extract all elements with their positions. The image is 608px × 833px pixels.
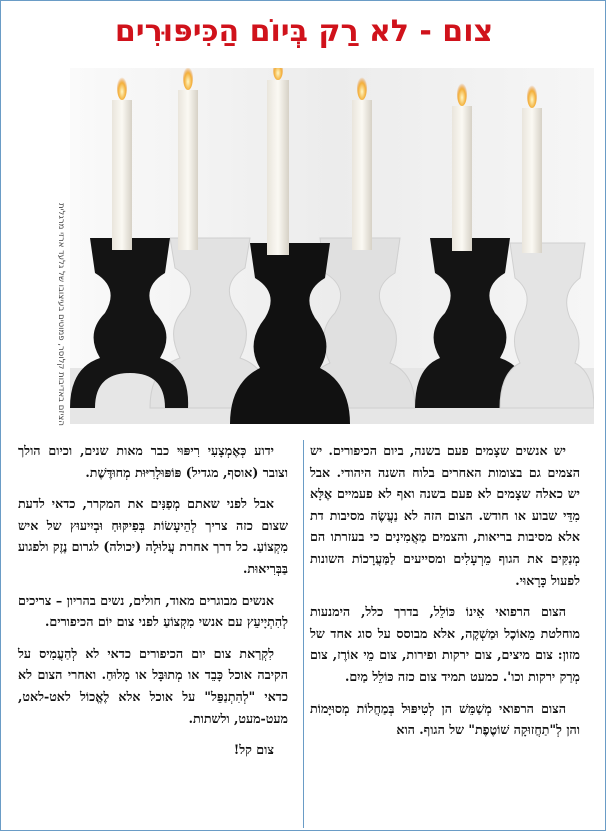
paragraph: לִקְרַאת צום יום הכיפורים כדאי לא לְהַעֲמִיס על הקיבה אוכל כָּבֵד או מְתוּבָּל או מָלוּחַ. ואחרי הצום לא כדאי "לְהִתְנַפֵּל" על אוכל אלא לֶאֱכוֹל לאט-לאט, מעט-מעט, ולשתות. (18, 645, 288, 726)
article-column-right (310, 440, 580, 751)
paragraph: הצום הרפואי אֵינוֹ כּוֹלֵל, בדרך כלל, הימנעות מוחלטת מֵאוֹכֶל וּמַשְׁקֶה, אלא מבוסס על סוג אחד של מזון: צום מיצים, צום ירקות ופירות, צום מֵי אוֹרֶז, צום מְרַק ירקות וכו'. כמעט תמיד צום כזה כּוֹלֵל מַיִם. (310, 604, 580, 684)
paragraph: אנשים מבוגרים מאוד, חולים, נשים בהריון – צריכים לְהִתְיָיעֵץ עם אנשי מִקְצוֹעַ לפני צום יוֹם הכיפורים. (18, 592, 288, 630)
column-divider (303, 440, 304, 828)
page-title: צום - לא רַק בְּיוֹם הַכִּיפּוּרִים (114, 14, 494, 49)
paragraph: צום קל! (233, 742, 274, 758)
candlesticks-illustration (70, 68, 594, 424)
paragraph: הצום הרפואי מְשַׁמֵּשׁ הן לְטִיפּוּל בְּמַחֲלוֹת מְסוּיָּמוֹת והן לְ"תַחֲזוּקָה שׁוֹטֶפֶת" של הגוף. הוא (310, 700, 580, 738)
paragraph: ידוע כְּאֶמְצָעִי רִיפּוּי כבר מאות שנים, וכיום הולך וצובר (אוסף, מגדיל) פּוֹפּוּלָרִיּוּת מְחוּדֶּשֶׁת. (18, 443, 288, 480)
paragraph: יש אנשים שצָמים פעם בשנה, ביום הכיפורים. יש הצמים גם בצומות האחרים בלוח השנה היהודי. אבל יש כאלה שצָמים לא פעם בשנה ואף לא פעמיים אֶלָּא מִדֵּי שבוע או חודש. הצום הזה לא נַעֲשֶׂה מסיבות דת אלא מסיבות בריאות, והצמים מַאֲמִינִים כי בעזרתו הם מְנַקִּים את הגוף מֵרְעָלִים ומסייעים לַמַּעֲרָכוֹת השונות לפעול כָּרָאוּי. (310, 443, 580, 588)
paragraph: אבל לפני שאתם מְפַנִּים את המקרר, כדאי לדעת שצום כזה צריך לְהֵיעָשׂוֹת בְּפִיקּוּחַ וּבְיִיעוּץ של איש מִקְצוֹעַ. כל דרך אחרת עֲלוּלָה (יכולה) לגרום נֶזֶק ולפגוע בַּבְּרִיאוּת. (18, 496, 288, 576)
candlesticks-photo (70, 68, 594, 424)
article-column-left (18, 440, 288, 771)
photo-credit: הציזם באדיבות קלוסר, פמוטים בעיצובו של גלעד ארזי מרגלית (56, 203, 66, 426)
